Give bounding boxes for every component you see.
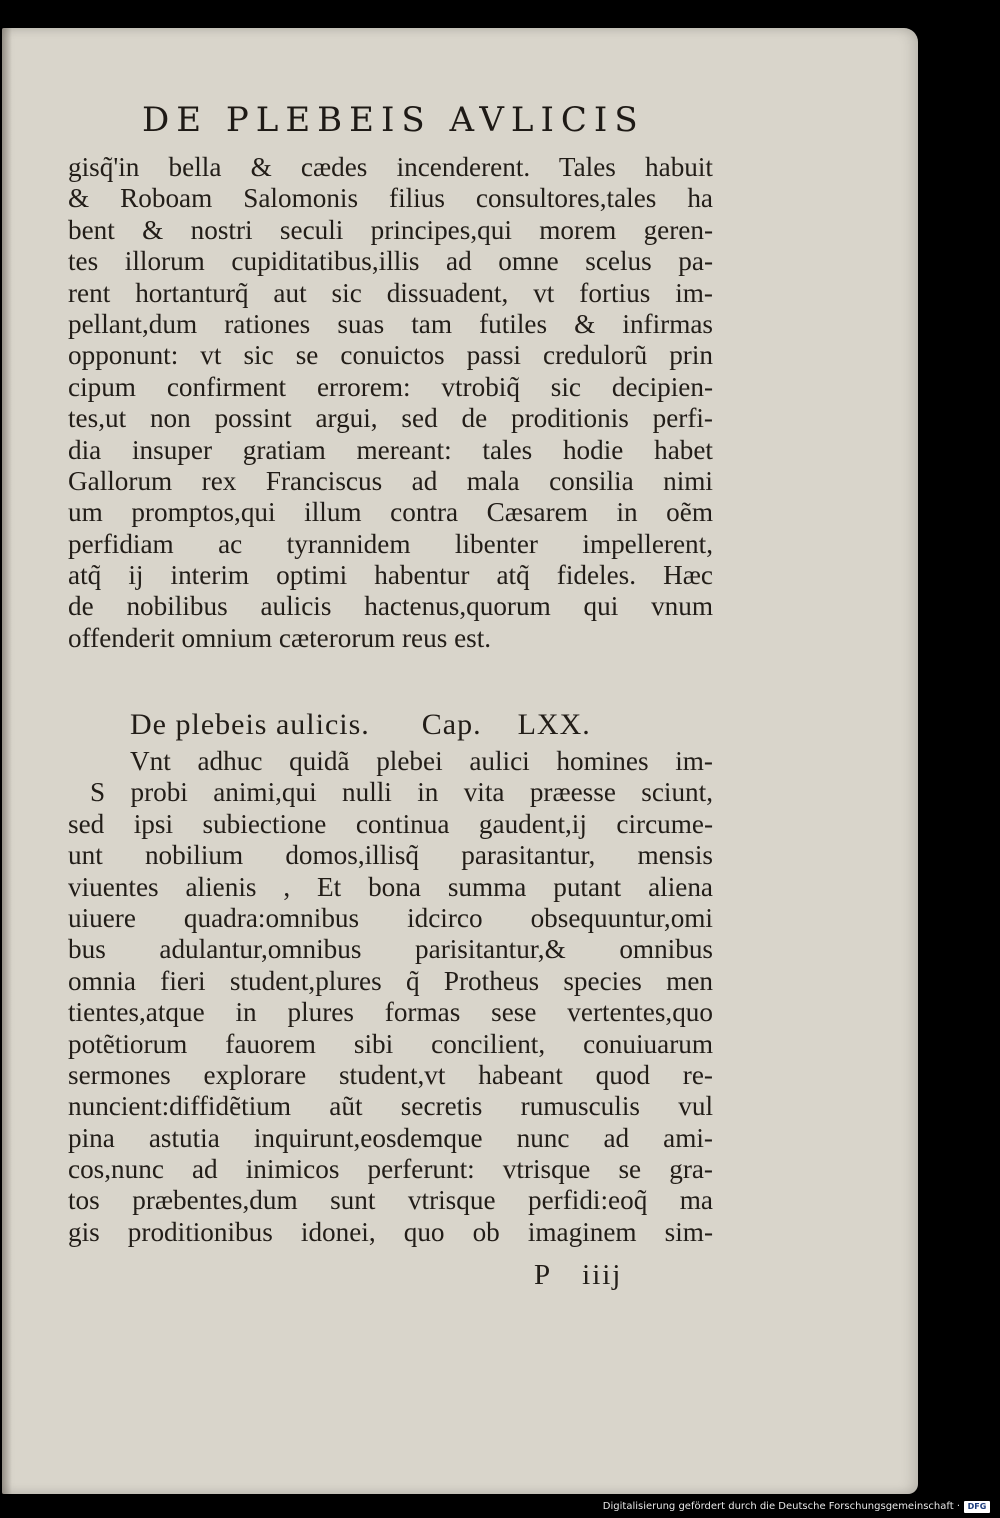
text-line: viuentes alienis , Et bona summa putant aliena [68,871,713,902]
text-line: Gallorum rex Franciscus ad mala consilia nimi [68,465,713,496]
text-line: tes illorum cupiditatibus,illis ad omne scelus pa- [68,246,713,277]
signature-number: iiij [582,1259,623,1291]
text-line: de nobilibus aulicis hactenus,quorum qui vnum [68,591,713,622]
text-line: gisq̃'in bella & cædes incenderent. Tales habuit [68,152,713,182]
paragraph-1 [68,152,713,654]
digitization-credit: Digitalisierung gefördert durch die Deutsche Forschungsgemeinschaft · [602,1501,960,1512]
text-line: cipum confirment errorem: vtrobiq̃ sic decipien- [68,371,713,402]
text-line: omnia fieri student,plures q̃ Protheus species men [68,965,713,996]
text-line: S probi animi,qui nulli in vita præesse sciunt, [90,777,713,808]
text-line: opponunt: vt sic se conuictos passi credulorũ prin [68,340,713,371]
paragraph-2 [68,746,713,1248]
chapter-heading [130,708,650,742]
chapter-cap-label: Cap. [421,708,482,741]
text-line: rent hortanturq̃ aut sic dissuadent, vt fortius im- [68,277,713,308]
text-line: potẽtiorum fauorem sibi concilient, conuiuarum [68,1028,713,1059]
text-line: bent & nostri seculi principes,qui morem geren- [68,214,713,245]
text-line: atq̃ ij interim optimi habentur atq̃ fideles. Hæc [68,560,713,591]
signature-letter: P [534,1259,553,1291]
text-line: & Roboam Salomonis filius consultores,tales ha [68,183,713,214]
text-line: gis proditionibus idonei, quo ob imaginem sim- [68,1216,713,1247]
text-line: bus adulantur,omnibus parisitantur,& omnibus [68,934,713,965]
text-line: um promptos,qui illum contra Cæsarem in oẽm [68,497,713,528]
text-line: unt nobilium domos,illisq̃ parasitantur, mensis [68,840,713,871]
text-line: tos præbentes,dum sunt vtrisque perfidi:eoq̃ ma [68,1185,713,1216]
text-line: tientes,atque in plures formas sese vertentes,quo [68,997,713,1028]
text-line: pellant,dum rationes suas tam futiles & infirmas [68,308,713,339]
dfg-logo: DFG [964,1501,990,1513]
chapter-number: LXX. [517,708,591,741]
chapter-title: De plebeis aulicis. [130,708,370,741]
text-line: dia insuper gratiam mereant: tales hodie habet [68,434,713,465]
signature-mark [534,1259,622,1292]
text-line: cos,nunc ad inimicos perferunt: vtrisque se gra- [68,1154,713,1185]
text-line: nuncient:diffidẽtium aũt secretis rumusculis vul [68,1091,713,1122]
running-head: DE PLEBEIS AVLICIS [142,100,645,140]
text-line: tes,ut non possint argui, sed de proditionis perfi- [68,403,713,434]
text-line: pina astutia inquirunt,eosdemque nunc ad ami- [68,1122,713,1153]
text-line: perfidiam ac tyrannidem libenter impellerent, [68,528,713,559]
text-line: sed ipsi subiectione continua gaudent,ij circume- [68,808,713,839]
text-line: offenderit omnium cæterorum reus est. [68,622,492,653]
text-line: sermones explorare student,vt habeant quod re- [68,1059,713,1090]
text-line: uiuere quadra:omnibus idcirco obsequuntur,omi [68,902,713,933]
book-page [2,28,918,1494]
text-line: Vnt adhuc quidã plebei aulici homines im- [130,746,713,776]
